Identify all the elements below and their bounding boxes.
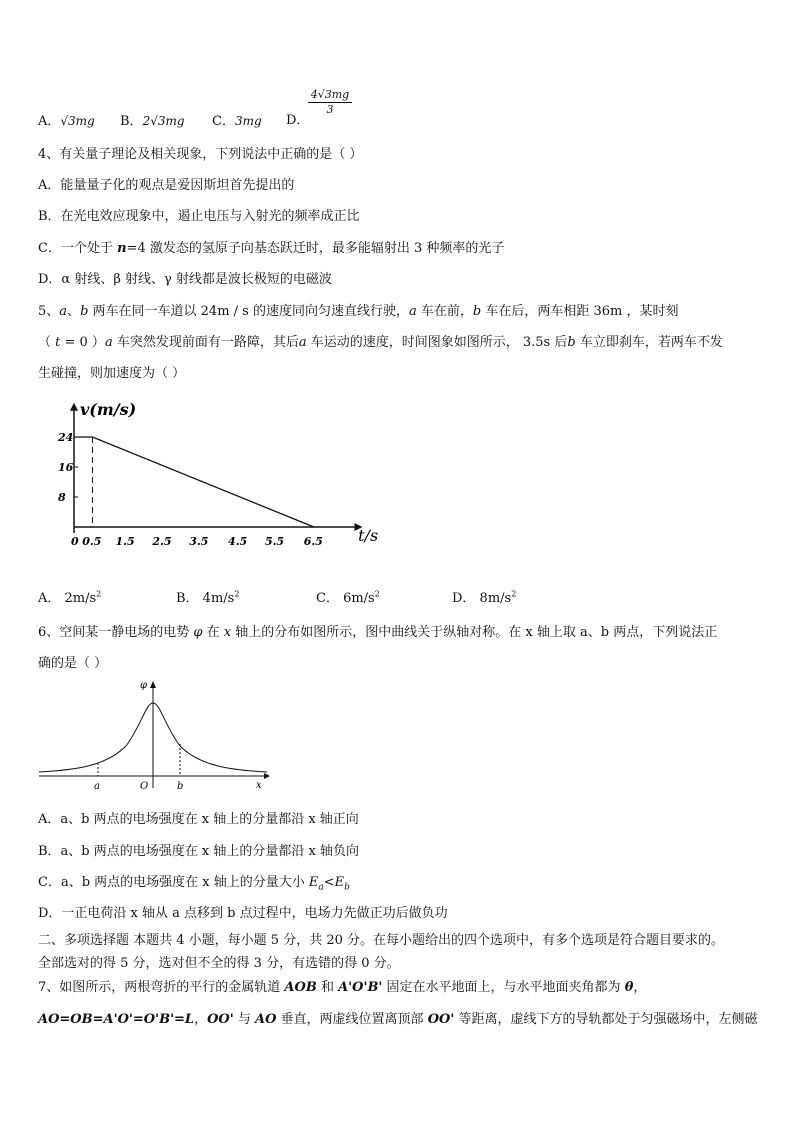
fraction-numerator: 4√3mg	[310, 88, 350, 101]
x-tick-label: 3.5	[189, 535, 209, 548]
q4-stem: 4、有关量子理论及相关现象，下列说法中正确的是（ ）	[38, 147, 363, 162]
y-tick-label: 16	[58, 461, 74, 474]
velocity-line	[74, 437, 314, 527]
potential-figure	[36, 676, 276, 796]
q3-option-b: B．2√3mg	[120, 114, 185, 129]
section2-instructions-line2: 全部选对的得 5 分，选对但不全的得 3 分，有选错的得 0 分。	[38, 956, 400, 971]
x-tick-label: 2.5	[152, 535, 172, 548]
vt-ticks	[57, 431, 323, 548]
q5-stem-line3: 生碰撞，则加速度为（ ）	[38, 366, 186, 381]
y-axis-label: v(m/s)	[80, 399, 137, 419]
q5-option-a: A． $2m/s^2$	[38, 589, 102, 606]
q4-option-b: B．在光电效应现象中，遏止电压与入射光的频率成正比	[38, 209, 360, 224]
q3-option-c: C．3mg	[212, 114, 262, 129]
x-tick-label: 6.5	[303, 535, 323, 548]
phi-label: φ	[140, 680, 148, 691]
vt-axes	[70, 400, 378, 545]
origin-label: O	[140, 781, 149, 792]
point-b-label: b	[177, 781, 184, 792]
q5-stem-line1: 5、a、b 两车在同一车道以 24m / s 的速度同向匀速直线行驶，a 车在前，b 车在后，两车相距 36m ，某时刻	[38, 304, 679, 319]
q7-stem-line2: AO=OB=A'O'=O'B'=L，OO' 与 AO 垂直，两虚线位置离顶部 OO' 等距离，虚线下方的导轨都处于匀强磁场中，左侧磁	[38, 1012, 758, 1027]
q4-option-d: D．α 射线、β 射线、γ 射线都是波长极短的电磁波	[38, 272, 332, 287]
q6-option-a: A．a、b 两点的电场强度在 x 轴上的分量都沿 x 轴正向	[38, 812, 359, 827]
q3-option-d-fraction	[308, 88, 352, 116]
vt-chart	[52, 395, 412, 565]
q3-option-d-label: D．	[286, 113, 310, 128]
y-tick-label: 8	[58, 491, 66, 504]
q5-option-d: D． $8m/s^2$	[452, 589, 517, 606]
x-axis-label: t/s	[358, 526, 379, 545]
q4-option-c: C．一个处于 n=4 激发态的氢原子向基态跃迁时，最多能辐射出 3 种频率的光子	[38, 241, 505, 256]
q6-stem-line1: 6、空间某一静电场的电势 φ 在 x 轴上的分布如图所示，图中曲线关于纵轴对称。在 x 轴上取 a、b 两点，下列说法正	[38, 625, 718, 640]
q6-stem-line2: 确的是（ ）	[38, 656, 108, 671]
q5-option-c: C． $6m/s^2$	[316, 589, 380, 606]
q6-option-b: B．a、b 两点的电场强度在 x 轴上的分量都沿 x 轴负向	[38, 844, 359, 859]
q7-stem-line1: 7、如图所示，两根弯折的平行的金属轨道 AOB 和 A'O'B' 固定在水平地面上，与水平地面夹角都为 θ，	[38, 980, 647, 995]
x-tick-label: 4.5	[228, 535, 248, 548]
x-axis-label: x	[256, 780, 262, 791]
q6-option-c: C．a、b 两点的电场强度在 x 轴上的分量大小 $E_a<E_b$	[38, 875, 350, 893]
x-tick-label: 5.5	[264, 535, 285, 548]
point-a-label: a	[94, 781, 100, 792]
fraction-denominator: 3	[308, 102, 352, 116]
q4-option-a: A．能量量子化的观点是爱因斯坦首先提出的	[38, 178, 295, 193]
section2-instructions-line1: 二、多项选择题 本题共 4 小题，每小题 5 分，共 20 分。在每小题给出的四个选项中，有多个选项是符合题目要求的。	[38, 933, 725, 948]
q5-stem-line2: （ t = 0 ）a 车突然发现前面有一路障，其后a 车运动的速度，时间图象如图所示， 3.5s 后b 车立即刹车，若两车不发	[38, 335, 723, 350]
y-axis-arrow	[70, 403, 78, 411]
vt-series	[74, 437, 314, 527]
q3-option-a: A．√3mg	[38, 114, 95, 129]
y-tick-label: 24	[58, 431, 74, 444]
x-tick-label: 0.5	[82, 535, 102, 548]
q6-option-d: D．一正电荷沿 x 轴从 a 点移到 b 点过程中，电场力先做正功后做负功	[38, 906, 448, 921]
x-tick-label: 1.5	[115, 535, 135, 548]
x-tick-label: 0	[71, 535, 79, 548]
phi-axis-arrow	[150, 681, 156, 688]
x-axis-arrow	[264, 773, 270, 779]
q5-option-b: B． $4m/s^2$	[176, 589, 240, 606]
